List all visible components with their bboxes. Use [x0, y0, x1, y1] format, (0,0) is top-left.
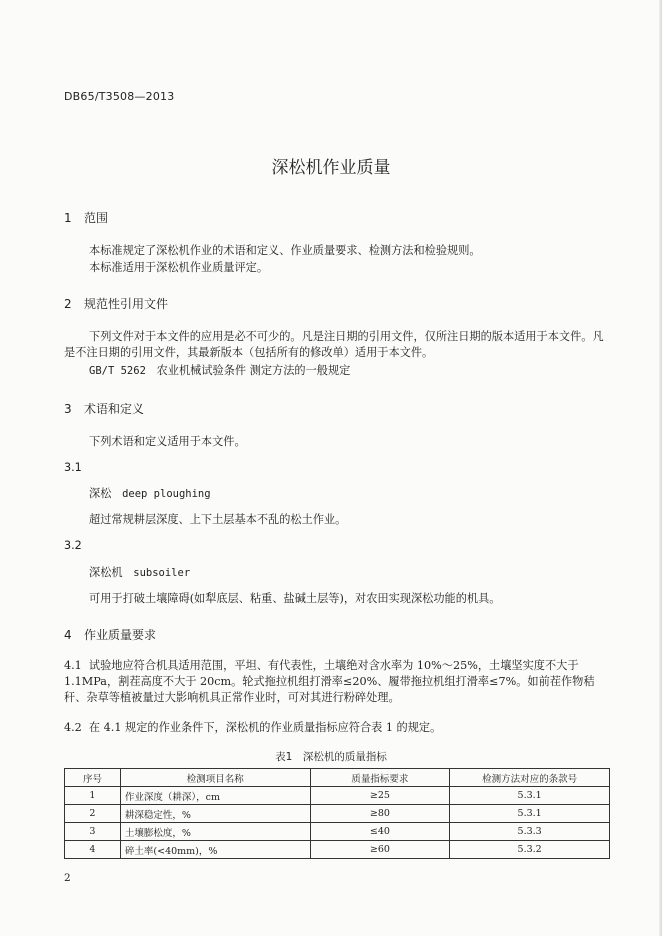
table-row [65, 787, 610, 805]
section-1-heading [64, 209, 108, 226]
section-3-heading [64, 400, 144, 417]
table-cell: ≥80 [310, 805, 450, 823]
term-name: 深松机 [89, 566, 123, 579]
table-header-row [65, 769, 610, 787]
table-header-cell: 检测方法对应的条款号 [450, 769, 610, 787]
table-cell: ≥60 [310, 841, 450, 859]
clause-number: 4.1 [64, 659, 82, 672]
table-row [65, 841, 610, 859]
term-definition: 超过常规耕层深度、上下土层基本不乱的松土作业。 [89, 513, 347, 526]
section-title: 规范性引用文件 [84, 297, 169, 311]
table-cell: 2 [65, 805, 121, 823]
term-number: 3.2 [64, 539, 82, 552]
table-cell: 1 [65, 787, 121, 805]
document-title: 深松机作业质量 [271, 158, 391, 178]
paragraph: 下列术语和定义适用于本文件。 [89, 435, 246, 448]
clause-4-1 [64, 658, 610, 706]
table-row [65, 823, 610, 841]
table-header-cell: 检测项目名称 [120, 769, 310, 787]
section-2-heading [64, 295, 168, 312]
table-cell: 作业深度（耕深），cm [120, 787, 310, 805]
paragraph: 本标准规定了深松机作业的术语和定义、作业质量要求、检测方法和检验规则。 [89, 244, 481, 257]
section-number: 3 [64, 402, 72, 416]
table-caption: 表1 深松机的质量指标 [275, 751, 387, 763]
table-cell: 5.3.1 [450, 805, 610, 823]
term-english: deep ploughing [122, 488, 211, 500]
table-cell: 5.3.2 [450, 841, 610, 859]
clause-text: 在 4.1 规定的作业条件下，深松机的作业质量指标应符合表 1 的规定。 [88, 721, 442, 734]
section-title: 作业质量要求 [84, 628, 157, 642]
table-cell: 4 [65, 841, 121, 859]
table-row [65, 805, 610, 823]
term-entry [89, 565, 190, 581]
clause-number: 4.2 [64, 721, 82, 734]
clause-text: 试验地应符合机具适用范围，平坦、有代表性，土壤绝对含水率为 10%～25%，土壤坚实度不大于 1.1MPa，割茬高度不大于 20cm。轮式拖拉机组打滑率≤20%、履带拖拉机组打滑率≤7%。如前茬作物秸秆、杂草等植被量过大影响机具正常作业时，可对其进行粉碎处理。 [64, 659, 595, 704]
section-number: 4 [64, 628, 72, 642]
table-cell: 5.3.1 [450, 787, 610, 805]
table-header-cell: 序号 [65, 769, 121, 787]
term-english: subsoiler [133, 567, 191, 579]
term-definition: 可用于打破土壤障碍(如犁底层、粘重、盐碱土层等)，对农田实现深松功能的机具。 [89, 592, 501, 605]
quality-index-table [64, 768, 610, 859]
section-number: 1 [64, 211, 72, 225]
reference-code: GB/T 5262 [89, 365, 146, 377]
paragraph: 下列文件对于本文件的应用是必不可少的。凡是注日期的引用文件，仅所注日期的版本适用于本文件。凡是不注日期的引用文件，其最新版本（包括所有的修改单）适用于本文件。 [64, 330, 604, 359]
reference-title: 农业机械试验条件 测定方法的一般规定 [156, 364, 351, 377]
reference-item [89, 363, 350, 379]
table-cell: ≥25 [310, 787, 450, 805]
table-cell: 5.3.3 [450, 823, 610, 841]
table-cell: 碎土率(<40mm)，% [120, 841, 310, 859]
page-number: 2 [64, 872, 71, 884]
table-cell: 3 [65, 823, 121, 841]
section-title: 术语和定义 [84, 402, 145, 416]
table-cell: 耕深稳定性，% [120, 805, 310, 823]
table-header-cell: 质量指标要求 [310, 769, 450, 787]
section-title: 范围 [84, 211, 109, 225]
clause-4-2 [64, 720, 441, 736]
table-cell: ≤40 [310, 823, 450, 841]
section-number: 2 [64, 297, 72, 311]
term-entry [89, 486, 211, 502]
term-name: 深松 [89, 487, 112, 500]
standard-code: DB65/T3508—2013 [64, 90, 175, 103]
paragraph: 本标准适用于深松机作业质量评定。 [89, 261, 269, 274]
section-4-heading [64, 626, 156, 643]
table-cell: 土壤膨松度，% [120, 823, 310, 841]
term-number: 3.1 [64, 461, 82, 474]
